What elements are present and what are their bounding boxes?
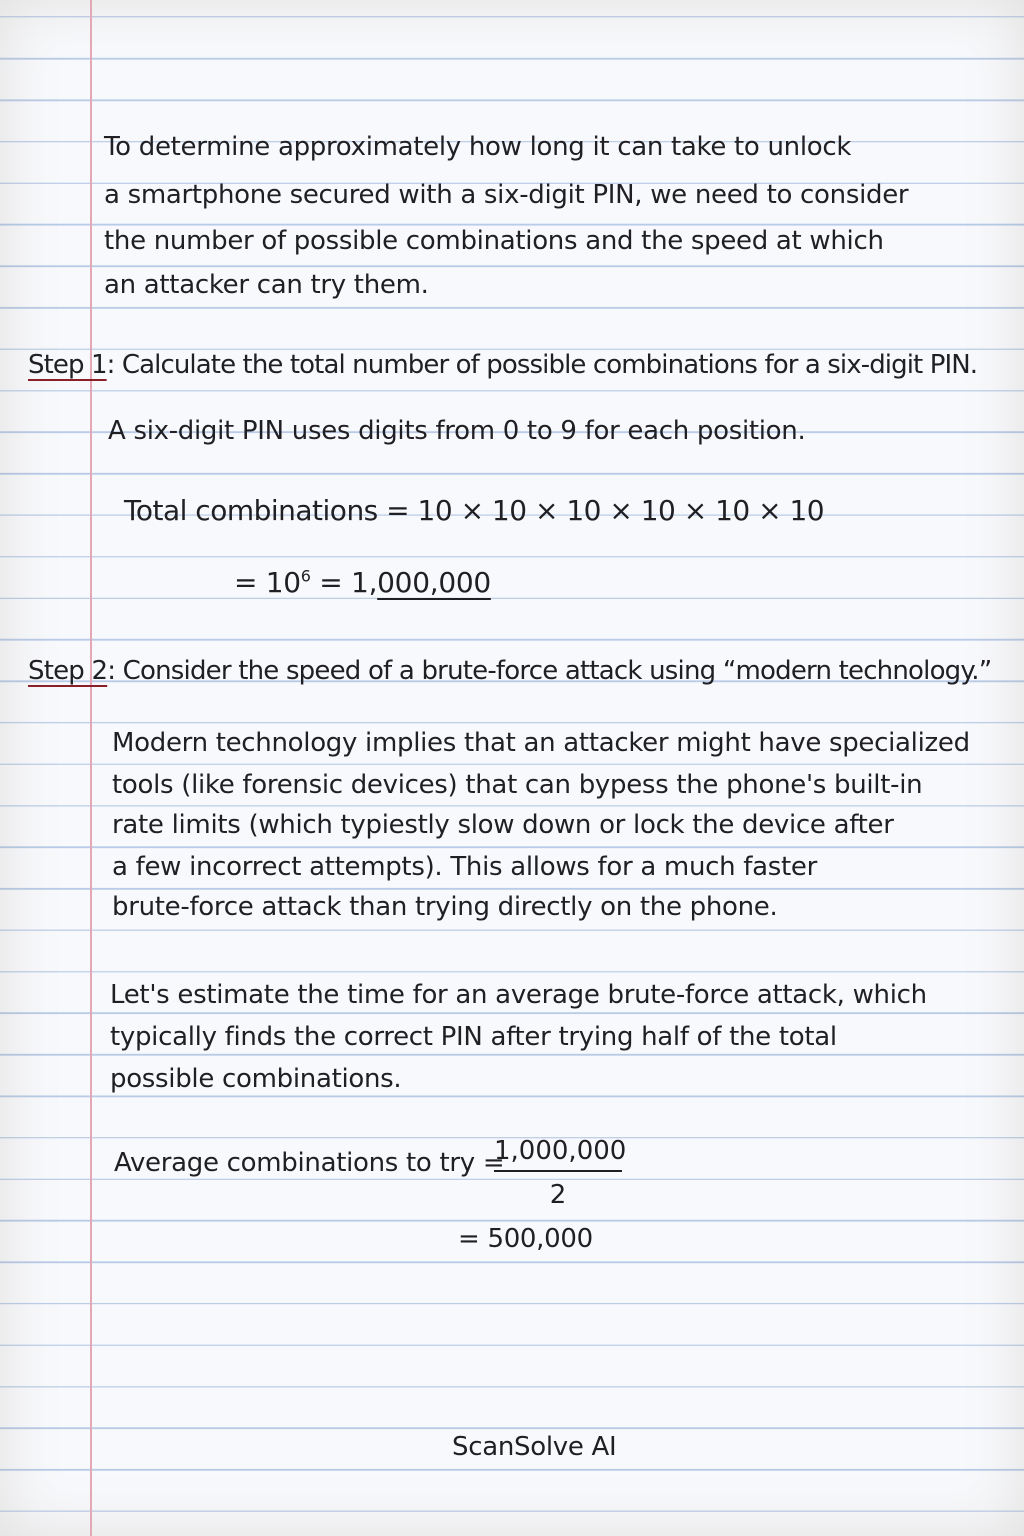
footer-brand: ScanSolve AI (452, 1432, 617, 1462)
power-equals: = 1, (310, 566, 378, 599)
step2-heading (28, 656, 991, 686)
step2-para1-line-5: brute-force attack than trying directly on the phone. (112, 892, 778, 922)
average-result: = 500,000 (458, 1224, 593, 1254)
step2-para1-line-2: tools (like forensic devices) that can bypess the phone's built-in (112, 770, 923, 800)
step1-heading (28, 350, 977, 380)
step1-description: A six-digit PIN uses digits from 0 to 9 for each position. (108, 416, 806, 446)
power-exponent: 6 (300, 566, 311, 586)
intro-line-3: the number of possible combinations and the speed at which (104, 226, 884, 256)
intro-line-4: an attacker can try them. (104, 270, 429, 300)
power-prefix: = 10 (234, 566, 301, 599)
step2-para1-line-1: Modern technology implies that an attacker might have specialized (112, 728, 970, 758)
margin-line (90, 0, 92, 1536)
step2-title: : Consider the speed of a brute-force attack using “modern technology.” (107, 656, 992, 686)
step2-para2-line-2: typically finds the correct PIN after trying half of the total (110, 1022, 837, 1052)
step2-para1-line-4: a few incorrect attempts). This allows for a much faster (112, 852, 817, 882)
power-result (234, 566, 491, 599)
step2-label: Step 2 (28, 656, 108, 686)
step2-para2-line-1: Let's estimate the time for an average brute-force attack, which (110, 980, 927, 1010)
step1-label: Step 1 (28, 350, 107, 380)
step2-para1-line-3: rate limits (which typiestly slow down or lock the device after (112, 810, 894, 840)
fraction-numerator: 1,000,000 (494, 1136, 622, 1172)
intro-line-2: a smartphone secured with a six-digit PIN, we need to consider (104, 180, 909, 210)
step2-para2-line-3: possible combinations. (110, 1064, 402, 1094)
total-result: 000,000 (377, 566, 491, 599)
average-label: Average combinations to try = (114, 1148, 505, 1178)
intro-line-1: To determine approximately how long it can take to unlock (104, 132, 852, 162)
total-combinations-formula: Total combinations = 10 × 10 × 10 × 10 × 10 × 10 (124, 494, 825, 527)
average-fraction (494, 1136, 627, 1210)
fraction-denominator: 2 (549, 1180, 567, 1210)
step1-title: : Calculate the total number of possible combinations for a six-digit PIN. (106, 350, 978, 380)
